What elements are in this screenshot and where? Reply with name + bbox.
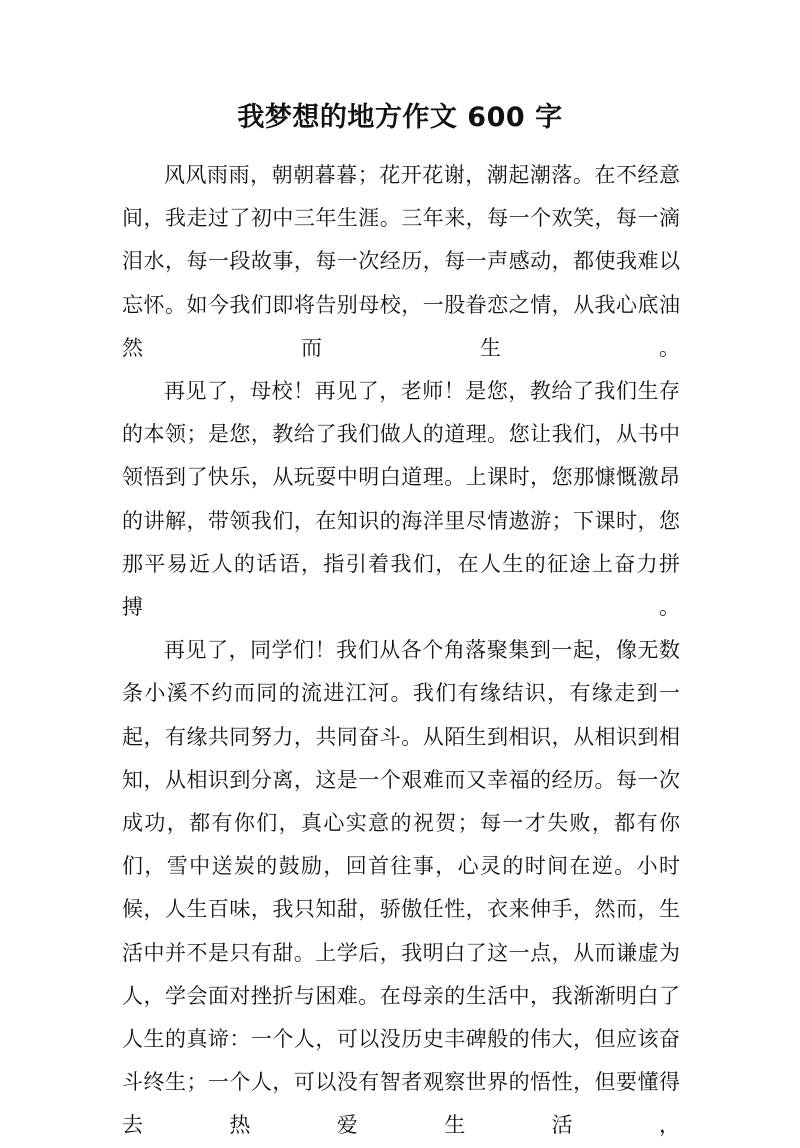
document-body — [122, 154, 680, 1148]
paragraph-2: 再见了，母校！再见了，老师！是您，教给了我们生存的本领；是您，教给了我们做人的道理。您让我们，从书中领悟到了快乐，从玩耍中明白道理。上课时，您那慷慨激昂的讲解，带领我们，在知识的海洋里尽情遨游；下课时，您那平易近人的话语，指引着我们，在人生的征途上奋力拼搏。 — [122, 379, 680, 620]
document-title: 我梦想的地方作文 600 字 — [237, 102, 563, 133]
paragraph-1: 风风雨雨，朝朝暮暮；花开花谢，潮起潮落。在不经意间，我走过了初中三年生涯。三年来，每一个欢笑，每一滴泪水，每一段故事，每一次经历，每一声感动，都使我难以忘怀。如今我们即将告别母校，一股眷恋之情，从我心底油然而生。 — [122, 163, 680, 360]
paragraph-3: 再见了，同学们！我们从各个角落聚集到一起，像无数条小溪不约而同的流进江河。我们有缘结识，有缘走到一起，有缘共同努力，共同奋斗。从陌生到相识，从相识到相知，从相识到分离，这是一个艰难而又幸福的经历。每一次成功，都有你们，真心实意的祝贺；每一才失败，都有你们，雪中送炭的鼓励，回首往事，心灵的时间在逆。小时候，人生百味，我只知甜，骄傲任性，衣来伸手，然而，生活中并不是只有甜。上学后，我明白了这一点，从而谦虚为人，学会面对挫折与困难。在母亲的生活中，我渐渐明白了人生的真谛：一个人，可以没历史丰碑般的伟大，但应该奋斗终生；一个人，可以没有智者观察世界的悟性，但要懂得去热爱生活， — [122, 638, 680, 1138]
